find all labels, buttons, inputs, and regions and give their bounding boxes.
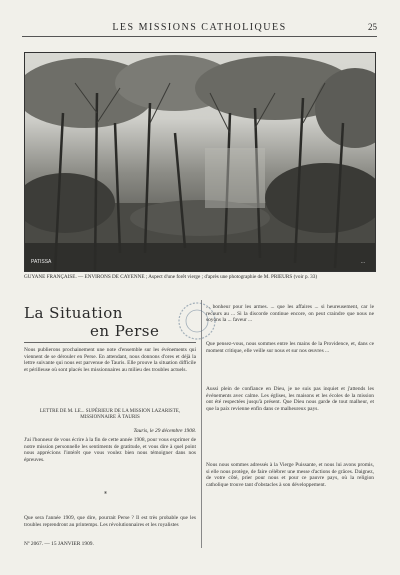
letter-body-right-1: ... bonheur pour les armes. ... que les affaires ... si heureusement, car le recours au ... Si la discorde continue encore, on peut craindre que nous ne soyons la ... faveur ...: [206, 304, 374, 324]
forest-image-art: [25, 53, 375, 271]
section-ornament: *: [104, 491, 107, 498]
title-rule: [24, 342, 196, 343]
photo-label-right: ...: [360, 259, 365, 265]
article-title: [24, 304, 159, 340]
page-header: [22, 22, 377, 37]
letter-body-right-3: Aussi plein de confiance en Dieu, je ne suis pas inquiet et j'attends les événements avec calme. Les églises, les maisons et les écoles de la mission ont été respectées jusqu'à présent. Que Dieu nous garde de tout malheur, et que la paix revienne enfin dans ce malheureux pays.: [206, 386, 374, 412]
letter-body-right-4: Nous nous sommes adressés à la Vierge Puissante, et nous lui avons promis, si elle nous protège, de faire célébrer une messe d'actions de grâces. Daignez, de votre côté, prier pour nous et pour ce pauvre pays, où la religion catholique trouve tant d'obstacles à son développement.: [206, 462, 374, 488]
letter-subhead: LETTRE DE M. LE... SUPÉRIEUR DE LA MISSION LAZARISTE, MISSIONNAIRE À TAURIS: [39, 409, 181, 421]
letter-dateline: Tauris, le 29 décembre 1908.: [133, 428, 196, 434]
letter-body-left: J'ai l'honneur de vous écrire à la fin de cette année 1908, pour vous exprimer de notre mission personnelle les sentiments de gratitude, et vous dire à quel point nous apprécions l'intérêt que vous voulez bien nous témoigner dans nos épreuves.: [24, 437, 196, 463]
photo-label-left: PATISSA: [31, 259, 52, 265]
journal-title: LES MISSIONS CATHOLIQUES: [112, 22, 287, 33]
issue-footer: Nº 2067. — 15 JANVIER 1909.: [24, 541, 94, 547]
letter-body-left-2: Que sera l'année 1909, que dire, pourrait Perse ? Il est très probable que les troubles reprendront au printemps. Les révolutionnaires et les royalistes: [24, 515, 196, 528]
photo-caption: GUYANE FRANÇAISE. — ENVIRONS DE CAYENNE ; Aspect d'une forêt vierge ; d'après une photographie de M. PRIEURS (voir p. 33): [24, 274, 318, 280]
forest-photograph: [24, 52, 376, 272]
article-intro: Nous publierons prochainement une note d'ensemble sur les événements qui viennent de se dérouler en Perse. En attendant, nous donnons d'ores et déjà la lettre suivante qui nous est parvenue de Tauris. Elle prouve la situation difficile et périlleuse où sont placés les missionnaires au milieu des troubles actuels.: [24, 347, 196, 373]
article-title-line-2: en Perse: [90, 322, 160, 340]
article-title-line-1: La Situation: [24, 304, 123, 322]
letter-body-right-2: Que pensez-vous, nous sommes entre les mains de la Providence, et, dans ce moment critique, elle veille sur nous et sur nos œuvres ...: [206, 341, 374, 354]
page-number: 25: [368, 22, 377, 32]
